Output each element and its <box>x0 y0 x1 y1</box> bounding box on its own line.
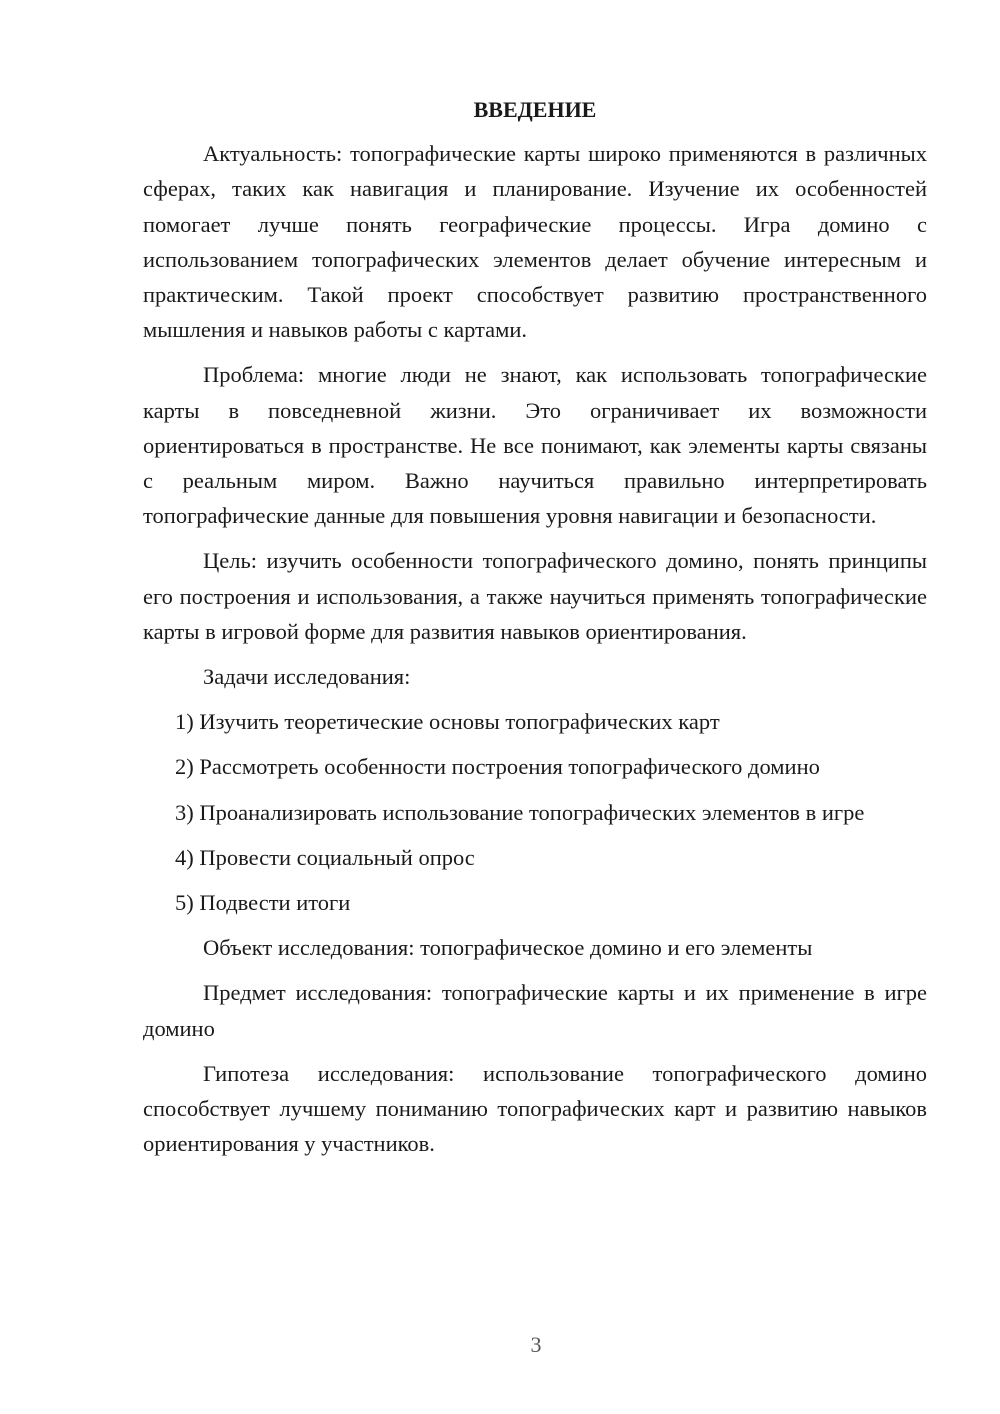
paragraph-subject: Предмет исследования: топографические карты и их применение в игре домино <box>143 980 927 1041</box>
paragraph-object: Объект исследования: топографическое домино и его элементы <box>203 935 813 961</box>
paragraph-relevance: Актуальность: топографические карты широко применяются в различных сферах, таких как навигация и планирование. Изучение их особенностей помогает лучше понять географические процессы. Игра домино с использованием топографических элементов делает обучение интересным и практическим. Такой проект способствует развитию пространственного мышления и навыков работы с картами. <box>143 141 927 343</box>
task-item-4: 4) Провести социальный опрос <box>175 844 475 870</box>
paragraph-hypothesis: Гипотеза исследования: использование топографического домино способствует лучшему пониманию топографических карт и развитию навыков ориентирования у участников. <box>143 1060 927 1157</box>
task-item-1: 1) Изучить теоретические основы топографических карт <box>175 709 720 735</box>
page-content <box>143 92 927 1171</box>
section-heading: ВВЕДЕНИЕ <box>473 97 597 122</box>
tasks-title: Задачи исследования: <box>203 664 411 690</box>
paragraph-goal: Цель: изучить особенности топографического домино, понять принципы его построения и использования, а также научиться применять топографические карты в игровой форме для развития навыков ориентирования. <box>143 548 927 644</box>
task-item-5: 5) Подвести итоги <box>175 890 351 916</box>
task-item-2: 2) Рассмотреть особенности построения топографического домино <box>175 754 820 780</box>
page-number: 3 <box>530 1332 542 1357</box>
task-item-3: 3) Проанализировать использование топографических элементов в игре <box>175 799 865 825</box>
paragraph-problem: Проблема: многие люди не знают, как использовать топографические карты в повседневной жизни. Это ограничивает их возможности ориентироваться в пространстве. Не все понимают, как элементы карты связаны с реальным миром. Важно научиться правильно интерпретировать топографические данные для повышения уровня навигации и безопасности. <box>143 362 927 529</box>
